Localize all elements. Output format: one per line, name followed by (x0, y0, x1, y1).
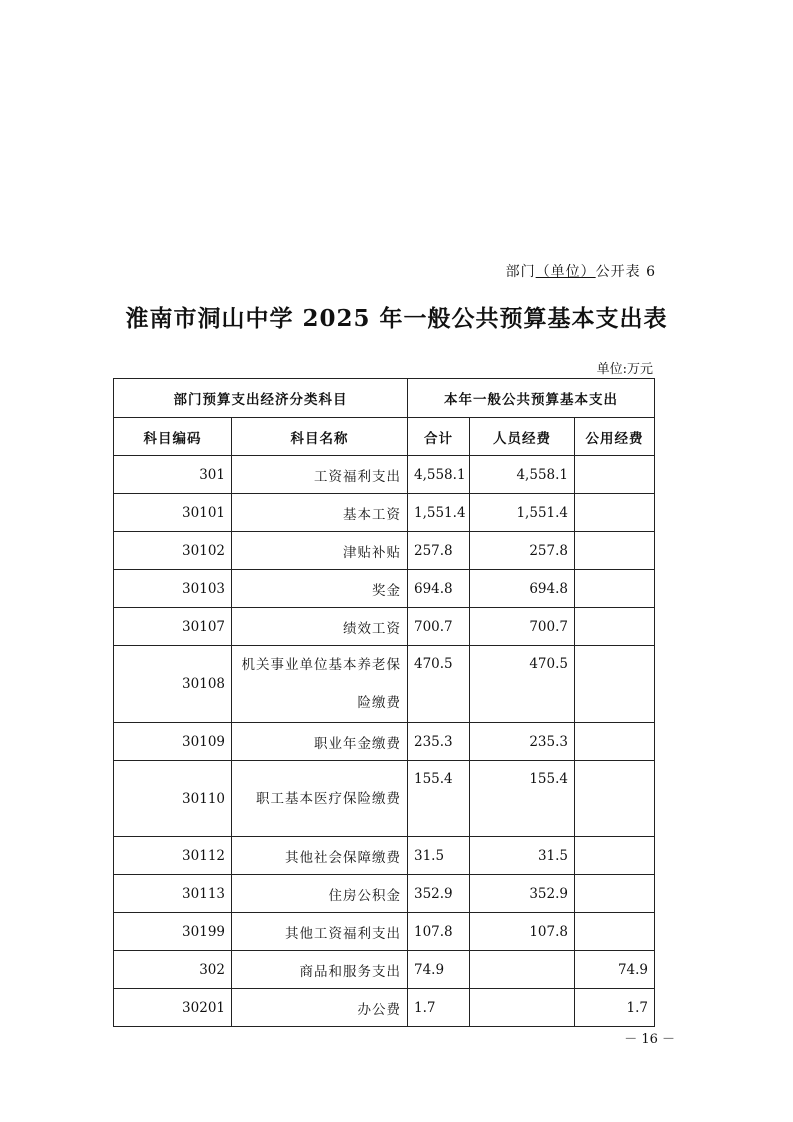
row-name: 津贴补贴 (232, 532, 408, 570)
row-public (575, 570, 655, 608)
table-row (114, 875, 655, 913)
column-header-personnel: 人员经费 (470, 418, 575, 456)
row-personnel: 352.9 (470, 875, 575, 913)
row-code: 30112 (114, 837, 232, 875)
table-row (114, 646, 655, 723)
row-code: 30108 (114, 646, 232, 723)
row-public (575, 494, 655, 532)
row-name: 其他社会保障缴费 (232, 837, 408, 875)
row-name: 工资福利支出 (232, 456, 408, 494)
row-total: 1,551.4 (408, 494, 470, 532)
row-personnel: 470.5 (470, 646, 575, 723)
row-personnel: 1,551.4 (470, 494, 575, 532)
row-personnel: 257.8 (470, 532, 575, 570)
row-personnel (470, 989, 575, 1027)
row-total: 155.4 (408, 761, 470, 837)
table-row (114, 951, 655, 989)
row-personnel: 700.7 (470, 608, 575, 646)
row-name: 住房公积金 (232, 875, 408, 913)
row-name: 绩效工资 (232, 608, 408, 646)
row-personnel: 107.8 (470, 913, 575, 951)
table-row (114, 913, 655, 951)
row-name: 商品和服务支出 (232, 951, 408, 989)
row-name: 职工基本医疗保险缴费 (232, 761, 408, 837)
row-personnel: 155.4 (470, 761, 575, 837)
row-name: 机关事业单位基本养老保险缴费 (232, 646, 408, 723)
row-total: 694.8 (408, 570, 470, 608)
row-public (575, 646, 655, 723)
page-number: － 16 － (624, 1032, 675, 1047)
row-personnel: 694.8 (470, 570, 575, 608)
row-total: 257.8 (408, 532, 470, 570)
row-name: 其他工资福利支出 (232, 913, 408, 951)
row-total: 700.7 (408, 608, 470, 646)
row-public: 74.9 (575, 951, 655, 989)
budget-table (113, 378, 655, 1027)
table-row (114, 570, 655, 608)
form-label-suffix: 公开表 6 (595, 264, 656, 280)
row-personnel (470, 951, 575, 989)
row-public (575, 761, 655, 837)
group-header-right: 本年一般公共预算基本支出 (408, 379, 655, 418)
row-total: 74.9 (408, 951, 470, 989)
form-label-prefix: 部门 (505, 264, 536, 280)
row-public (575, 608, 655, 646)
column-header-code: 科目编码 (114, 418, 232, 456)
row-name: 奖金 (232, 570, 408, 608)
row-name: 基本工资 (232, 494, 408, 532)
table-row (114, 608, 655, 646)
row-public (575, 837, 655, 875)
row-code: 30110 (114, 761, 232, 837)
row-code: 30109 (114, 723, 232, 761)
row-public (575, 723, 655, 761)
row-name: 职业年金缴费 (232, 723, 408, 761)
group-header-row (114, 379, 655, 418)
row-total: 4,558.1 (408, 456, 470, 494)
table-row (114, 837, 655, 875)
row-total: 352.9 (408, 875, 470, 913)
column-header-name: 科目名称 (232, 418, 408, 456)
row-code: 30102 (114, 532, 232, 570)
row-name: 办公费 (232, 989, 408, 1027)
row-public (575, 913, 655, 951)
column-header-total: 合计 (408, 418, 470, 456)
row-code: 302 (114, 951, 232, 989)
row-personnel: 235.3 (470, 723, 575, 761)
row-public (575, 456, 655, 494)
row-code: 30113 (114, 875, 232, 913)
row-public: 1.7 (575, 989, 655, 1027)
row-code: 30103 (114, 570, 232, 608)
table-row (114, 532, 655, 570)
table-row (114, 989, 655, 1027)
row-total: 1.7 (408, 989, 470, 1027)
unit-label: 单位:万元 (596, 362, 653, 377)
row-personnel: 4,558.1 (470, 456, 575, 494)
row-total: 107.8 (408, 913, 470, 951)
row-code: 301 (114, 456, 232, 494)
row-code: 30201 (114, 989, 232, 1027)
form-label-unit: （单位） (535, 264, 596, 280)
row-code: 30107 (114, 608, 232, 646)
row-public (575, 532, 655, 570)
row-personnel: 31.5 (470, 837, 575, 875)
row-total: 31.5 (408, 837, 470, 875)
table-row (114, 761, 655, 837)
row-total: 235.3 (408, 723, 470, 761)
table-row (114, 494, 655, 532)
column-header-row (114, 418, 655, 456)
table-row (114, 456, 655, 494)
column-header-public: 公用经费 (575, 418, 655, 456)
row-public (575, 875, 655, 913)
page-title: 淮南市洞山中学 2025 年一般公共预算基本支出表 (125, 305, 668, 332)
row-code: 30101 (114, 494, 232, 532)
table-row (114, 723, 655, 761)
row-code: 30199 (114, 913, 232, 951)
group-header-left: 部门预算支出经济分类科目 (114, 379, 408, 418)
form-label (506, 261, 656, 281)
row-total: 470.5 (408, 646, 470, 723)
